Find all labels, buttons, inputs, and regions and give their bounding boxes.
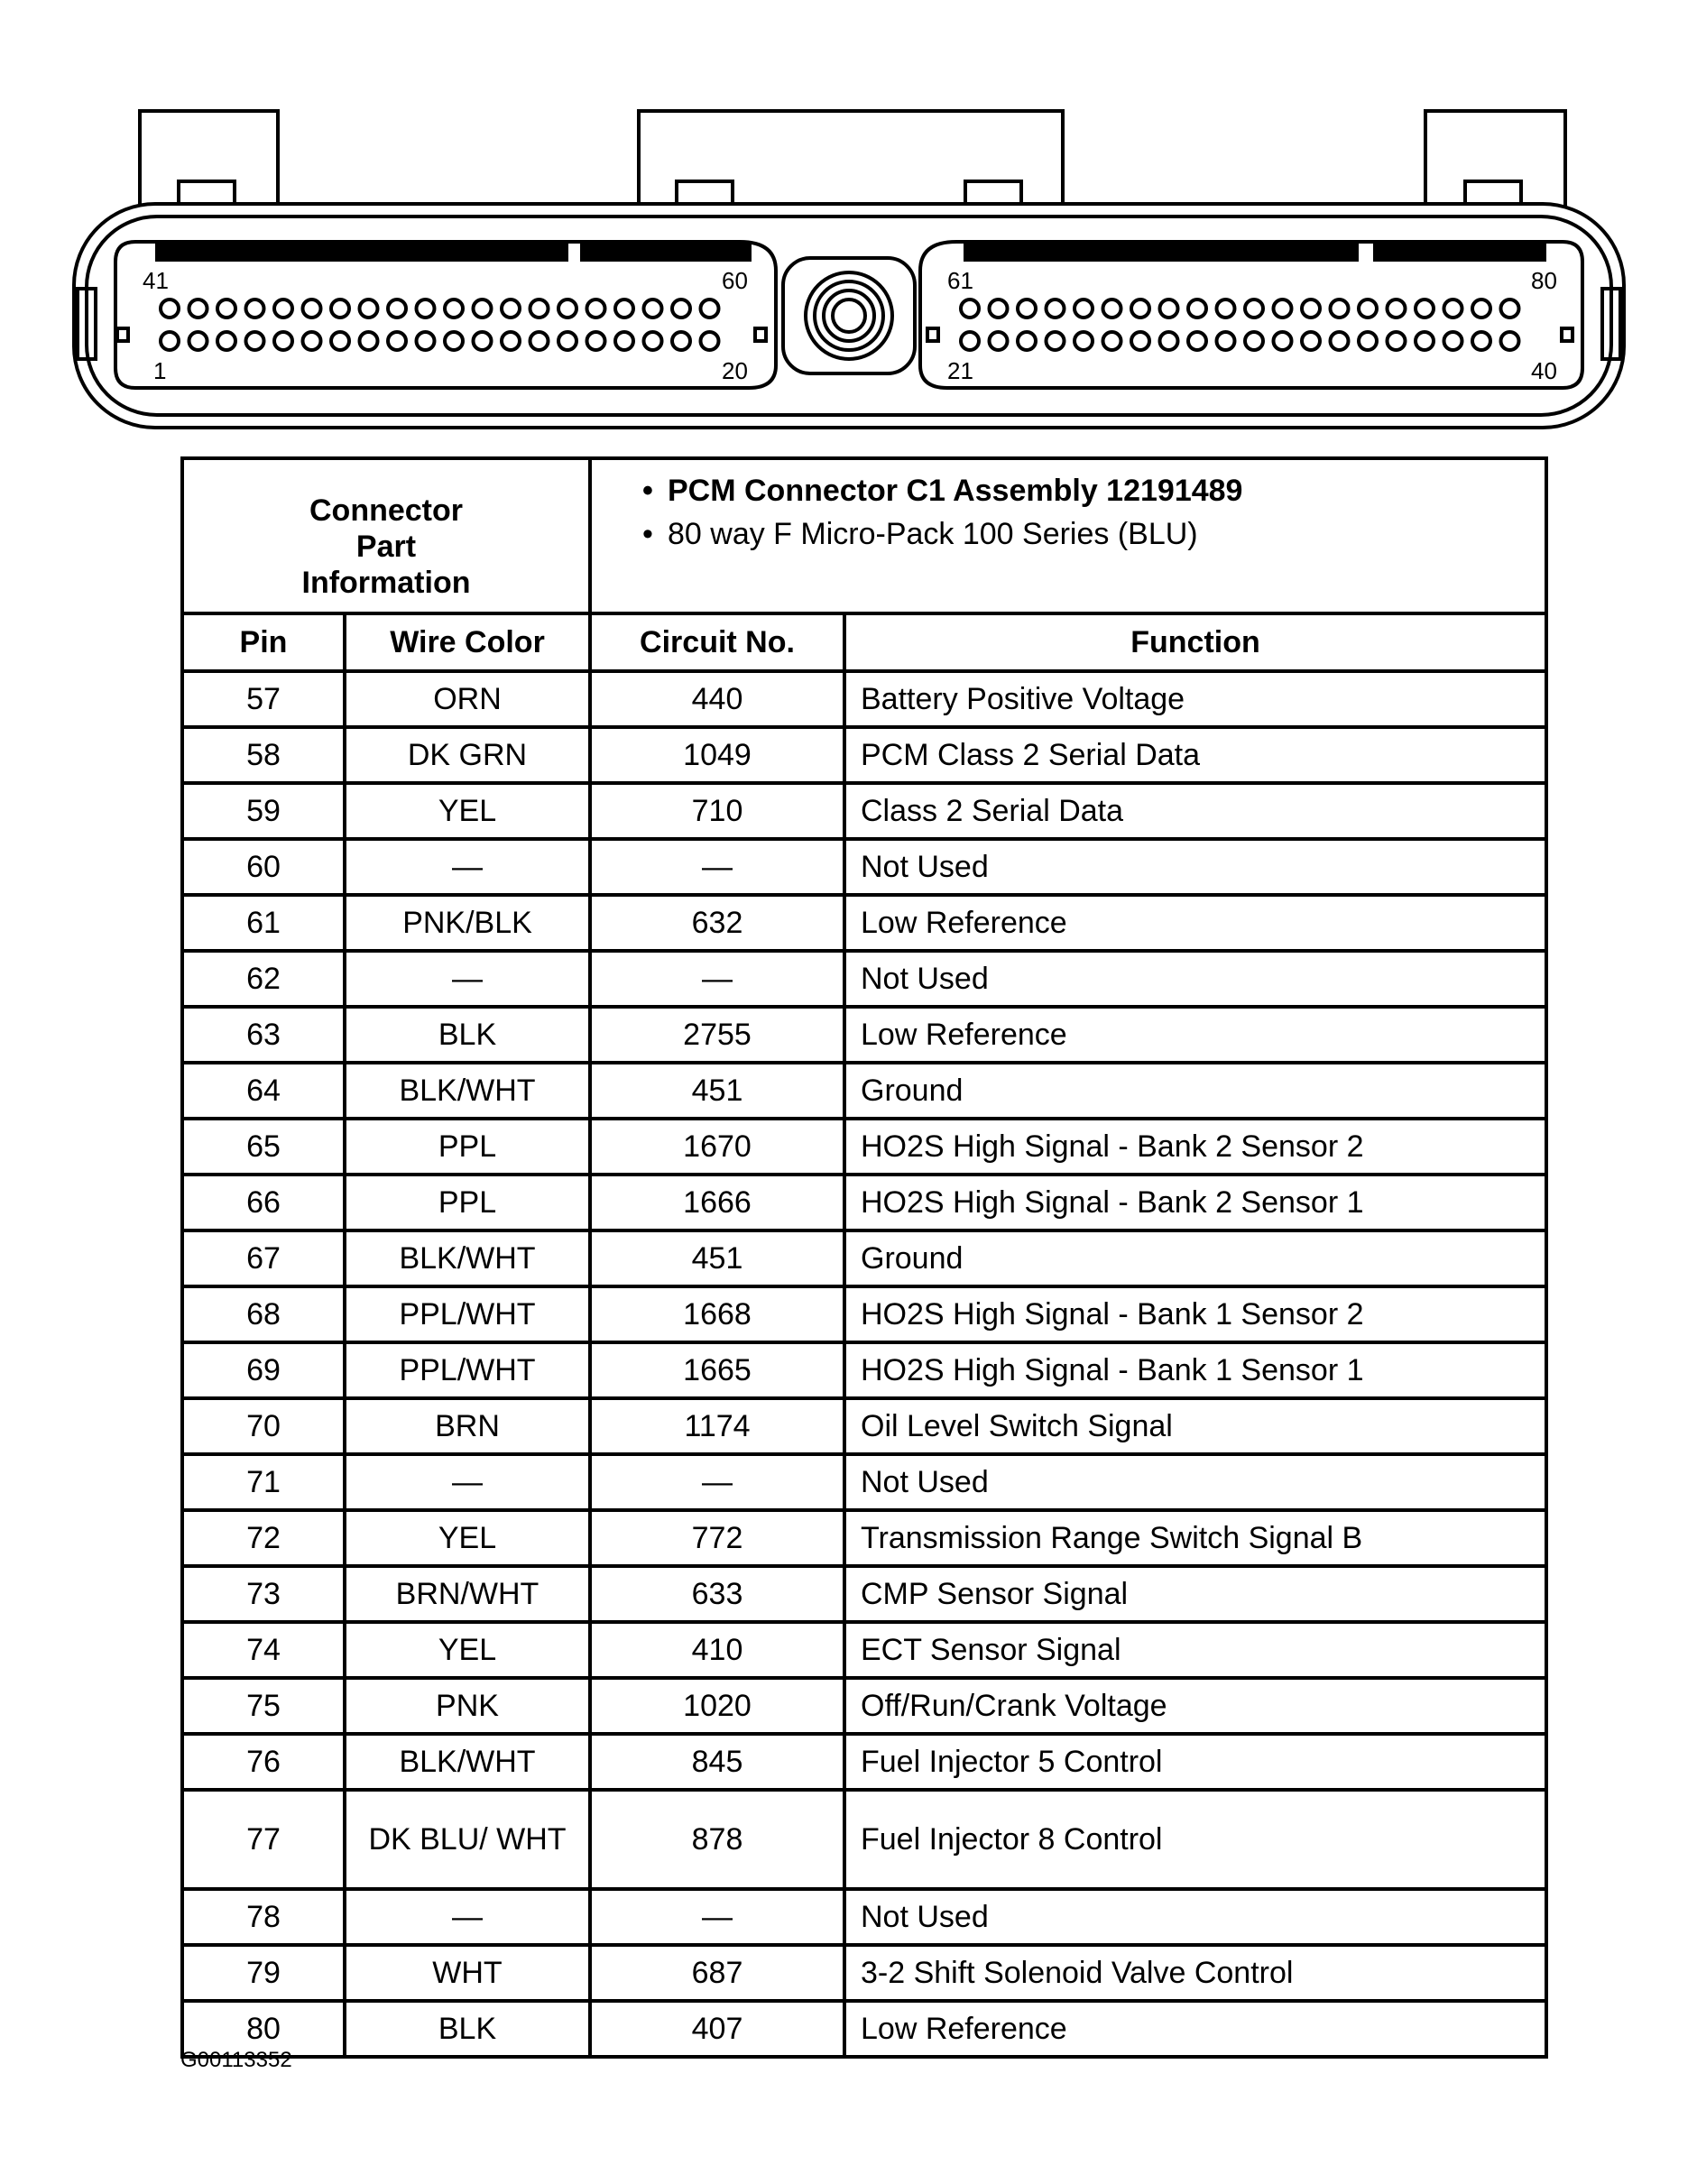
circuit-cell: 1668 (590, 1286, 844, 1342)
header-circuit-no: Circuit No. (590, 613, 844, 671)
table-row (182, 1119, 1546, 1175)
connector-part-info-label: Connector Part Information (182, 458, 590, 613)
pin-hole (672, 299, 690, 318)
pin-cell: 70 (182, 1398, 345, 1454)
function-cell: HO2S High Signal - Bank 2 Sensor 2 (844, 1119, 1546, 1175)
table-row (182, 1945, 1546, 2001)
circuit-cell: 1670 (590, 1119, 844, 1175)
circuit-cell: 633 (590, 1566, 844, 1622)
pin-label: 41 (143, 267, 169, 294)
pin-hole (530, 299, 549, 318)
pin-label: 40 (1531, 357, 1557, 384)
pin-hole (502, 332, 520, 350)
function-cell: HO2S High Signal - Bank 2 Sensor 1 (844, 1175, 1546, 1230)
pin-hole (615, 332, 633, 350)
wire-color-cell: PPL (345, 1175, 590, 1230)
circuit-cell: 440 (590, 671, 844, 727)
pin-hole (1388, 332, 1406, 350)
wire-color-cell: — (345, 839, 590, 895)
pin-hole (1331, 332, 1349, 350)
circuit-cell: 632 (590, 895, 844, 951)
pin-hole (672, 332, 690, 350)
wire-color-cell: YEL (345, 1622, 590, 1678)
wire-color-cell: PNK/BLK (345, 895, 590, 951)
pin-hole (1018, 332, 1036, 350)
circuit-cell: 1174 (590, 1398, 844, 1454)
pin-hole (1388, 299, 1406, 318)
pin-cell: 64 (182, 1063, 345, 1119)
pin-hole (474, 332, 492, 350)
connector-assembly-text: PCM Connector C1 Assembly 12191489 (668, 474, 1243, 508)
function-cell: Battery Positive Voltage (844, 671, 1546, 727)
function-cell: Low Reference (844, 1007, 1546, 1063)
pin-hole (1501, 299, 1519, 318)
pin-hole (558, 332, 576, 350)
table-row (182, 1063, 1546, 1119)
function-cell: Not Used (844, 1454, 1546, 1510)
circuit-cell: 451 (590, 1230, 844, 1286)
pin-hole (1472, 332, 1490, 350)
table-row (182, 1007, 1546, 1063)
pin-cell: 72 (182, 1510, 345, 1566)
pin-hole (701, 332, 719, 350)
circuit-cell: 1665 (590, 1342, 844, 1398)
pin-hole (1472, 299, 1490, 318)
pin-cell: 61 (182, 895, 345, 951)
pin-cell: 67 (182, 1230, 345, 1286)
wire-color-cell: BLK/WHT (345, 1734, 590, 1790)
function-cell: ECT Sensor Signal (844, 1622, 1546, 1678)
pin-label: 80 (1531, 267, 1557, 294)
pin-label: 60 (722, 267, 748, 294)
wire-color-cell: BRN/WHT (345, 1566, 590, 1622)
pin-hole (161, 332, 179, 350)
wire-color-cell: YEL (345, 1510, 590, 1566)
header-wire-color: Wire Color (345, 613, 590, 671)
pin-hole (1359, 332, 1377, 350)
pin-hole (1501, 332, 1519, 350)
pin-hole (331, 332, 349, 350)
pin-cell: 59 (182, 783, 345, 839)
pin-hole (1047, 332, 1065, 350)
figure-code: G00113352 (180, 2048, 292, 2072)
pin-hole (217, 299, 235, 318)
pin-cell: 80 (182, 2001, 345, 2057)
pin-label: 1 (153, 357, 167, 384)
function-cell: Fuel Injector 5 Control (844, 1734, 1546, 1790)
function-cell: 3-2 Shift Solenoid Valve Control (844, 1945, 1546, 2001)
function-cell: Not Used (844, 1889, 1546, 1945)
pin-hole (1302, 332, 1320, 350)
wire-color-cell: ORN (345, 671, 590, 727)
pin-hole (474, 299, 492, 318)
pin-hole (615, 299, 633, 318)
pin-hole (1302, 299, 1320, 318)
circuit-cell: 1020 (590, 1678, 844, 1734)
pin-hole (246, 332, 264, 350)
wire-color-cell: — (345, 1889, 590, 1945)
header-pin: Pin (182, 613, 345, 671)
function-cell: HO2S High Signal - Bank 1 Sensor 1 (844, 1342, 1546, 1398)
pin-hole (1103, 299, 1121, 318)
table-row (182, 1454, 1546, 1510)
pin-cell: 60 (182, 839, 345, 895)
pin-hole (161, 299, 179, 318)
pin-cell: 69 (182, 1342, 345, 1398)
function-cell: Ground (844, 1230, 1546, 1286)
circuit-cell: 710 (590, 783, 844, 839)
pin-hole (1131, 332, 1149, 350)
table-row (182, 1622, 1546, 1678)
circuit-cell: 772 (590, 1510, 844, 1566)
wire-color-cell: DK BLU/ WHT (345, 1790, 590, 1889)
pin-hole (1245, 299, 1263, 318)
connector-info-bullets: • PCM Connector C1 Assembly 12191489 • 80 way F Micro-Pack 100 Series (BLU) (590, 458, 1546, 613)
wire-color-cell: PNK (345, 1678, 590, 1734)
pin-hole (217, 332, 235, 350)
circuit-cell: 687 (590, 1945, 844, 2001)
pin-cell: 65 (182, 1119, 345, 1175)
circuit-cell: 407 (590, 2001, 844, 2057)
connector-type-text: 80 way F Micro-Pack 100 Series (BLU) (668, 517, 1198, 551)
table-row (182, 1790, 1546, 1889)
circuit-cell: — (590, 951, 844, 1007)
header-row (182, 613, 1546, 671)
wire-color-cell: YEL (345, 783, 590, 839)
pin-hole (530, 332, 549, 350)
function-cell: PCM Class 2 Serial Data (844, 727, 1546, 783)
pin-hole (445, 299, 463, 318)
table-row (182, 1398, 1546, 1454)
circuit-cell: — (590, 1454, 844, 1510)
pin-hole (1274, 332, 1292, 350)
pin-hole (1217, 299, 1235, 318)
connector-info-row (182, 458, 1546, 613)
pin-hole (388, 332, 406, 350)
pin-hole (961, 299, 979, 318)
pin-hole (558, 299, 576, 318)
wire-color-cell: WHT (345, 1945, 590, 2001)
pin-cell: 78 (182, 1889, 345, 1945)
pin-hole (1331, 299, 1349, 318)
wire-color-cell: PPL/WHT (345, 1342, 590, 1398)
pin-hole (1274, 299, 1292, 318)
pin-cell: 71 (182, 1454, 345, 1510)
function-cell: Ground (844, 1063, 1546, 1119)
pin-hole (1160, 299, 1178, 318)
table-row (182, 1566, 1546, 1622)
pin-hole (644, 332, 662, 350)
pin-cell: 62 (182, 951, 345, 1007)
circuit-cell: 1049 (590, 727, 844, 783)
pin-hole (331, 299, 349, 318)
wire-color-cell: BLK (345, 1007, 590, 1063)
table-row (182, 727, 1546, 783)
pin-hole (303, 332, 321, 350)
pin-hole (274, 299, 292, 318)
pin-hole (189, 332, 208, 350)
circuit-cell: 845 (590, 1734, 844, 1790)
pin-hole (360, 299, 378, 318)
pin-hole (388, 299, 406, 318)
pin-hole (1416, 332, 1434, 350)
circuit-cell: 878 (590, 1790, 844, 1889)
function-cell: Fuel Injector 8 Control (844, 1790, 1546, 1889)
table-row (182, 1889, 1546, 1945)
table-row (182, 839, 1546, 895)
pin-cell: 68 (182, 1286, 345, 1342)
function-cell: Not Used (844, 951, 1546, 1007)
function-cell: Not Used (844, 839, 1546, 895)
table-row (182, 1230, 1546, 1286)
pin-hole (274, 332, 292, 350)
pin-hole (1047, 299, 1065, 318)
pin-hole (1131, 299, 1149, 318)
wire-color-cell: BRN (345, 1398, 590, 1454)
pin-cell: 58 (182, 727, 345, 783)
wire-color-cell: PPL (345, 1119, 590, 1175)
pin-cell: 63 (182, 1007, 345, 1063)
pin-hole (644, 299, 662, 318)
pin-hole (1074, 332, 1093, 350)
pin-cell: 66 (182, 1175, 345, 1230)
pin-hole (1018, 299, 1036, 318)
pin-hole (1160, 332, 1178, 350)
table-row (182, 1342, 1546, 1398)
function-cell: Low Reference (844, 2001, 1546, 2057)
header-function: Function (844, 613, 1546, 671)
pin-hole (1217, 332, 1235, 350)
pin-hole (502, 299, 520, 318)
circuit-cell: 410 (590, 1622, 844, 1678)
table-row (182, 671, 1546, 727)
function-cell: Low Reference (844, 895, 1546, 951)
circuit-cell: — (590, 1889, 844, 1945)
pin-hole (1245, 332, 1263, 350)
table-row (182, 2001, 1546, 2057)
table-row (182, 895, 1546, 951)
function-cell: Oil Level Switch Signal (844, 1398, 1546, 1454)
pin-hole (1416, 299, 1434, 318)
pin-label: 20 (722, 357, 748, 384)
pin-label: 61 (947, 267, 973, 294)
circuit-cell: — (590, 839, 844, 895)
pin-hole (1444, 299, 1462, 318)
pin-hole (1074, 299, 1093, 318)
pin-hole (1359, 299, 1377, 318)
pin-hole (990, 299, 1008, 318)
pin-hole (961, 332, 979, 350)
table-row (182, 1175, 1546, 1230)
circuit-cell: 2755 (590, 1007, 844, 1063)
function-cell: Off/Run/Crank Voltage (844, 1678, 1546, 1734)
wire-color-cell: PPL/WHT (345, 1286, 590, 1342)
pin-hole (587, 332, 605, 350)
pin-cell: 74 (182, 1622, 345, 1678)
pin-hole (303, 299, 321, 318)
pin-hole (1188, 299, 1206, 318)
circuit-cell: 1666 (590, 1175, 844, 1230)
table-row (182, 1510, 1546, 1566)
pin-hole (189, 299, 208, 318)
circuit-cell: 451 (590, 1063, 844, 1119)
pin-cell: 75 (182, 1678, 345, 1734)
wire-color-cell: — (345, 951, 590, 1007)
pin-hole (360, 332, 378, 350)
pin-cell: 57 (182, 671, 345, 727)
pin-hole (701, 299, 719, 318)
pin-cell: 76 (182, 1734, 345, 1790)
function-cell: CMP Sensor Signal (844, 1566, 1546, 1622)
function-cell: Class 2 Serial Data (844, 783, 1546, 839)
table-row (182, 1286, 1546, 1342)
pin-cell: 73 (182, 1566, 345, 1622)
pin-hole (1103, 332, 1121, 350)
pin-table (180, 456, 1548, 2059)
pin-cell: 77 (182, 1790, 345, 1889)
pin-hole (417, 299, 435, 318)
wire-color-cell: BLK/WHT (345, 1230, 590, 1286)
table-row (182, 1678, 1546, 1734)
table-row (182, 783, 1546, 839)
pin-hole (417, 332, 435, 350)
function-cell: HO2S High Signal - Bank 1 Sensor 2 (844, 1286, 1546, 1342)
pin-hole (1188, 332, 1206, 350)
pin-cell: 79 (182, 1945, 345, 2001)
table-row (182, 951, 1546, 1007)
connector-diagram (0, 0, 1697, 442)
function-cell: Transmission Range Switch Signal B (844, 1510, 1546, 1566)
wire-color-cell: BLK (345, 2001, 590, 2057)
wire-color-cell: BLK/WHT (345, 1063, 590, 1119)
pin-hole (246, 299, 264, 318)
wire-color-cell: — (345, 1454, 590, 1510)
pin-hole (990, 332, 1008, 350)
table-row (182, 1734, 1546, 1790)
pin-label: 21 (947, 357, 973, 384)
wire-color-cell: DK GRN (345, 727, 590, 783)
pin-hole (587, 299, 605, 318)
pin-hole (1444, 332, 1462, 350)
pin-hole (445, 332, 463, 350)
